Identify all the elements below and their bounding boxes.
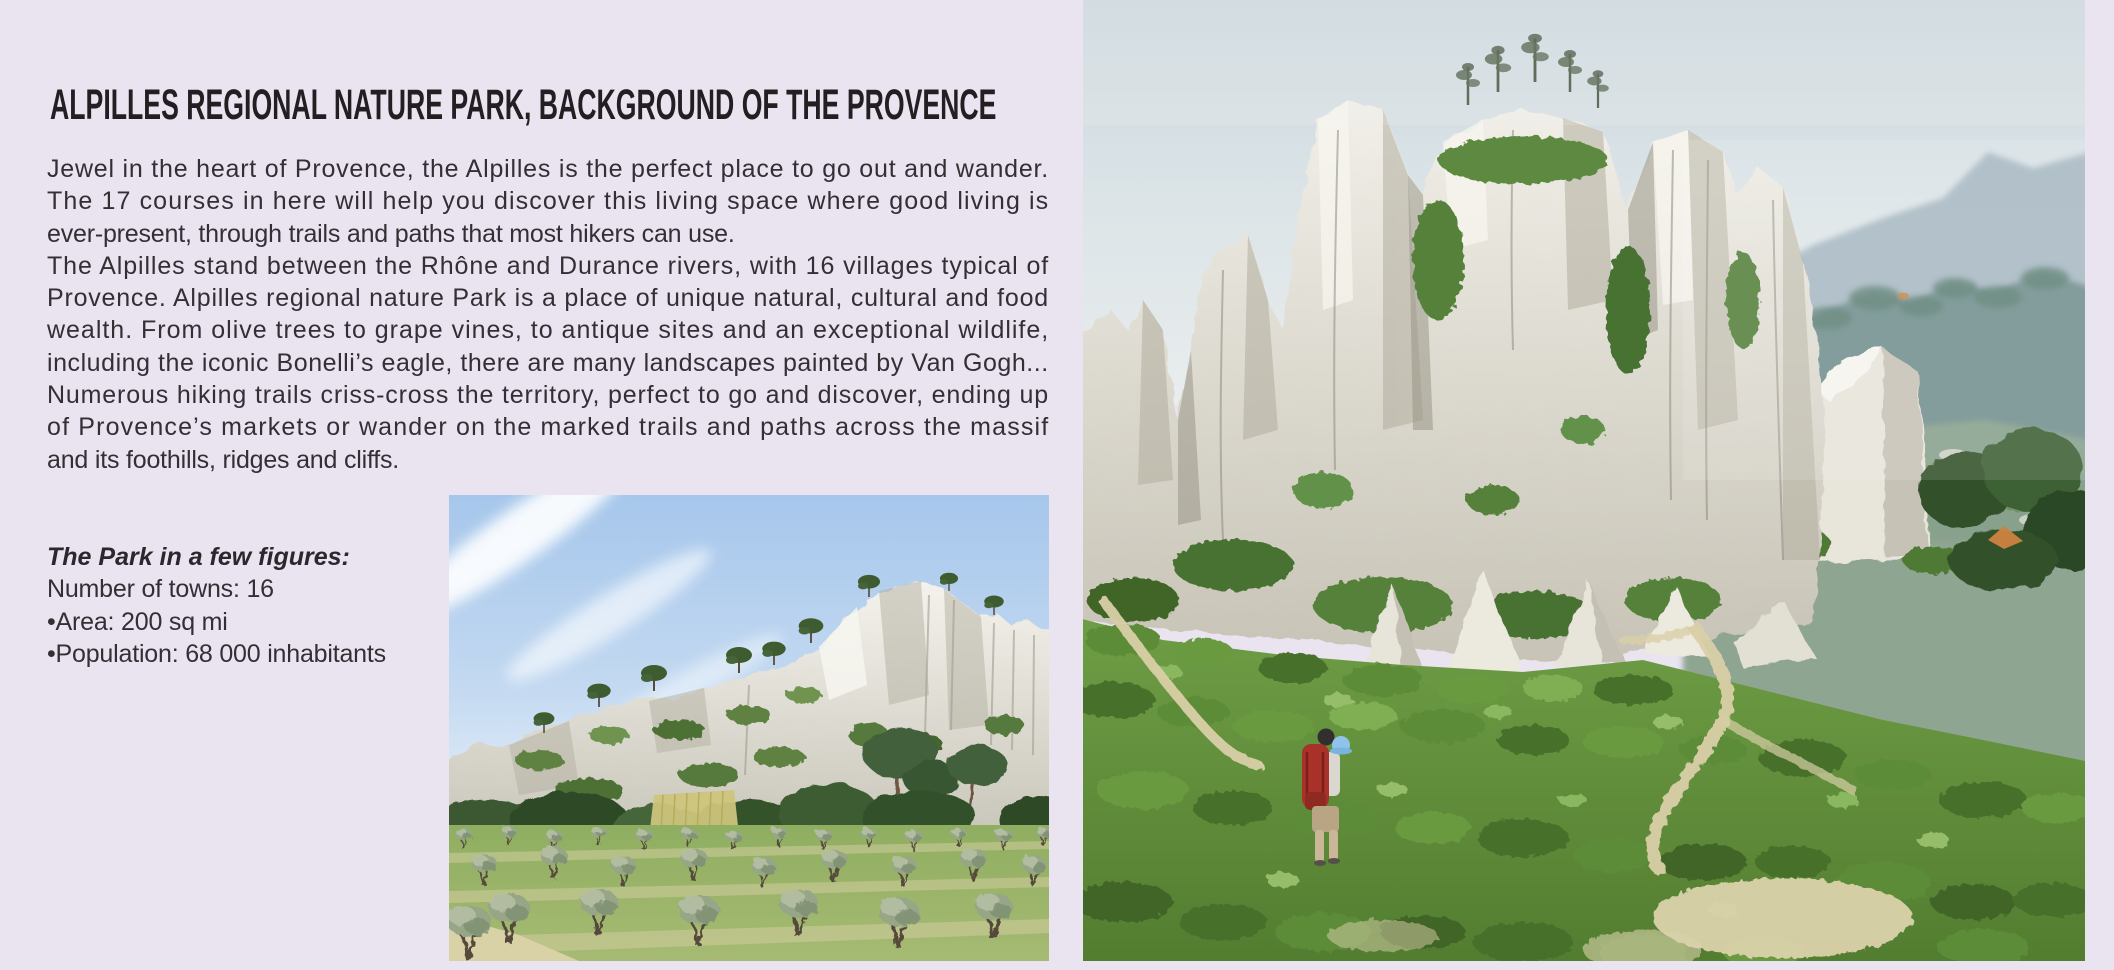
intro-text <box>47 152 1048 475</box>
svg-text:ever-present, through trails a: ever-present, through trails and paths that most hikers can use. <box>47 219 735 248</box>
park-figures <box>47 541 467 670</box>
limestone-pinnacles-photo <box>1083 0 2085 961</box>
text-line <box>47 313 1048 345</box>
svg-text:Jewel in the heart of Provence: Jewel in the heart of Provence, the Alpilles is the perfect place to go out and wander. <box>47 155 1048 183</box>
svg-text:wealth. From olive trees to gr: wealth. From olive trees to grape vines, to antique sites and an exceptional wildlife, <box>47 316 1048 345</box>
text-line <box>47 152 1048 184</box>
text-line <box>47 249 1048 281</box>
text-line <box>47 281 1048 313</box>
svg-text:of Provence’s markets or wande: of Provence’s markets or wander on the marked trails and paths across the massif <box>47 413 1048 442</box>
olive-grove-photo <box>449 495 1049 961</box>
figure-area: •Area: 200 sq mi <box>47 607 228 636</box>
text-line <box>47 184 1048 216</box>
text-line <box>47 217 1048 249</box>
svg-text:The Alpilles stand between the: The Alpilles stand between the Rhône and Durance rivers, with 16 villages typical of <box>47 251 1048 280</box>
text-line <box>47 378 1048 410</box>
page-title-text: ALPILLES REGIONAL NATURE PARK, BACKGROUND OF THE PROVENCE <box>50 81 997 129</box>
svg-text:Provence. Alpilles regional na: Provence. Alpilles regional nature Park is a place of unique natural, cultural and food <box>47 284 1048 313</box>
figures-heading: The Park in a few figures: <box>47 543 350 571</box>
svg-text:The 17 courses in here will he: The 17 courses in here will help you discover this living space where good living is <box>47 187 1048 216</box>
text-line <box>47 410 1048 442</box>
figure-population: •Population: 68 000 inhabitants <box>47 639 386 668</box>
svg-text:including the iconic Bonelli’s: including the iconic Bonelli’s eagle, there are many landscapes painted by Van Gogh... <box>47 348 1048 377</box>
svg-text:and its foothills, ridges and: and its foothills, ridges and cliffs. <box>47 445 400 474</box>
text-line <box>47 443 1048 475</box>
text-line <box>47 346 1048 378</box>
figure-towns: Number of towns: 16 <box>47 575 274 604</box>
svg-text:Numerous hiking trails criss-c: Numerous hiking trails criss-cross the territory, perfect to go and discover, ending up <box>47 381 1048 410</box>
